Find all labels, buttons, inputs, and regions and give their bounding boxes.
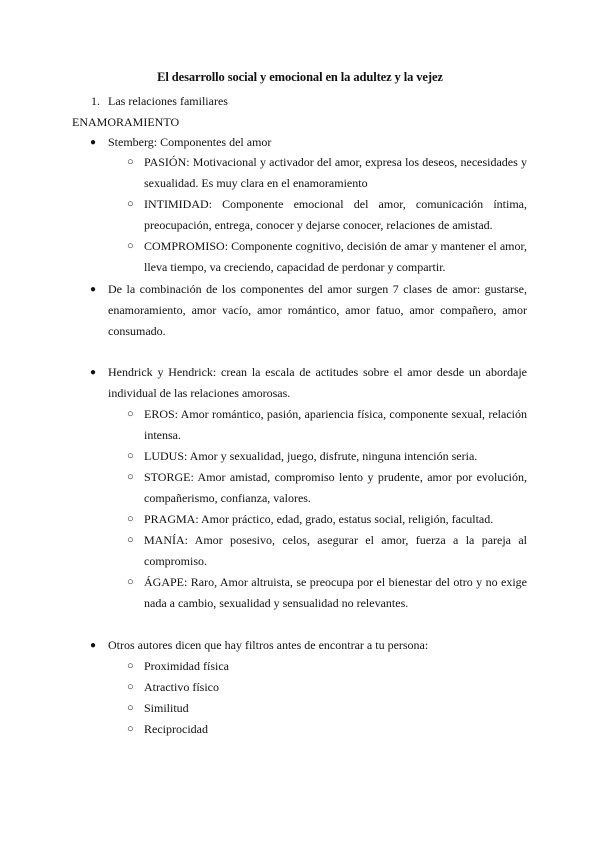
circle-bullet-icon: ○ — [127, 156, 134, 168]
circle-bullet-icon: ○ — [127, 513, 134, 525]
numbered-item-text: Las relaciones familiares — [108, 94, 228, 108]
hendrick-item-agape: ÁGAPE: Raro, Amor altruista, se preocupa por el bienestar del otro y no exige nada a cambio, sexualidad y sensualidad no relevantes. — [144, 575, 527, 610]
circle-bullet-icon: ○ — [127, 240, 134, 252]
sternberg-item-intimidad: INTIMIDAD: Componente emocional del amor, comunicación íntima, preocupación, entrega, conocer y dejarse conocer, relaciones de amistad. — [144, 197, 527, 232]
filter-item: Similitud — [144, 701, 189, 715]
sternberg-item-compromiso: COMPROMISO: Componente cognitivo, decisión de amar y mantener el amor, lleva tiempo, va creciendo, capacidad de perdonar y compartir. — [144, 239, 527, 274]
circle-bullet-icon: ○ — [127, 576, 134, 588]
hendrick-item-eros: EROS: Amor romántico, pasión, apariencia física, componente sexual, relación intensa. — [144, 407, 527, 442]
section-heading: ENAMORAMIENTO — [72, 115, 180, 129]
bullet-icon: ● — [90, 284, 97, 295]
filter-item: Proximidad física — [144, 659, 229, 673]
circle-bullet-icon: ○ — [127, 450, 134, 462]
circle-bullet-icon: ○ — [127, 702, 134, 714]
bullet-icon: ● — [90, 137, 97, 148]
list-number: 1. — [91, 94, 100, 108]
filter-item: Reciprocidad — [144, 722, 208, 736]
filters-label: Otros autores dicen que hay filtros antes de encontrar a tu persona: — [108, 638, 429, 652]
circle-bullet-icon: ○ — [127, 198, 134, 210]
hendrick-label: Hendrick y Hendrick: crean la escala de actitudes sobre el amor desde un abordaje individual de las relaciones amorosas. — [108, 365, 527, 400]
hendrick-item-storge: STORGE: Amor amistad, compromiso lento y prudente, amor por evolución, compañerismo, confianza, valores. — [144, 470, 527, 505]
document-title: El desarrollo social y emocional en la adultez y la vejez — [157, 70, 443, 84]
hendrick-item-ludus: LUDUS: Amor y sexualidad, juego, disfrute, ninguna intención seria. — [144, 449, 478, 463]
bullet-icon: ● — [90, 367, 97, 378]
sternberg-item-pasion: PASIÓN: Motivacional y activador del amor, expresa los deseos, necesidades y sexualidad. Es muy clara en el enamoramiento — [144, 155, 527, 190]
filter-item: Atractivo físico — [144, 680, 219, 694]
circle-bullet-icon: ○ — [127, 408, 134, 420]
circle-bullet-icon: ○ — [127, 471, 134, 483]
sternberg-label: Stemberg: Componentes del amor — [108, 135, 272, 149]
combination-paragraph: De la combinación de los componentes del amor surgen 7 clases de amor: gustarse, enamoramiento, amor vacío, amor romántico, amor fatuo, amor compañero, amor consumado. — [108, 282, 527, 338]
hendrick-item-mania: MANÍA: Amor posesivo, celos, asegurar el amor, fuerza a la pareja al compromiso. — [144, 533, 527, 568]
hendrick-item-pragma: PRAGMA: Amor práctico, edad, grado, estatus social, religión, facultad. — [144, 512, 494, 526]
bullet-icon: ● — [90, 640, 97, 651]
circle-bullet-icon: ○ — [127, 681, 134, 693]
circle-bullet-icon: ○ — [127, 660, 134, 672]
circle-bullet-icon: ○ — [127, 534, 134, 546]
circle-bullet-icon: ○ — [127, 723, 134, 735]
